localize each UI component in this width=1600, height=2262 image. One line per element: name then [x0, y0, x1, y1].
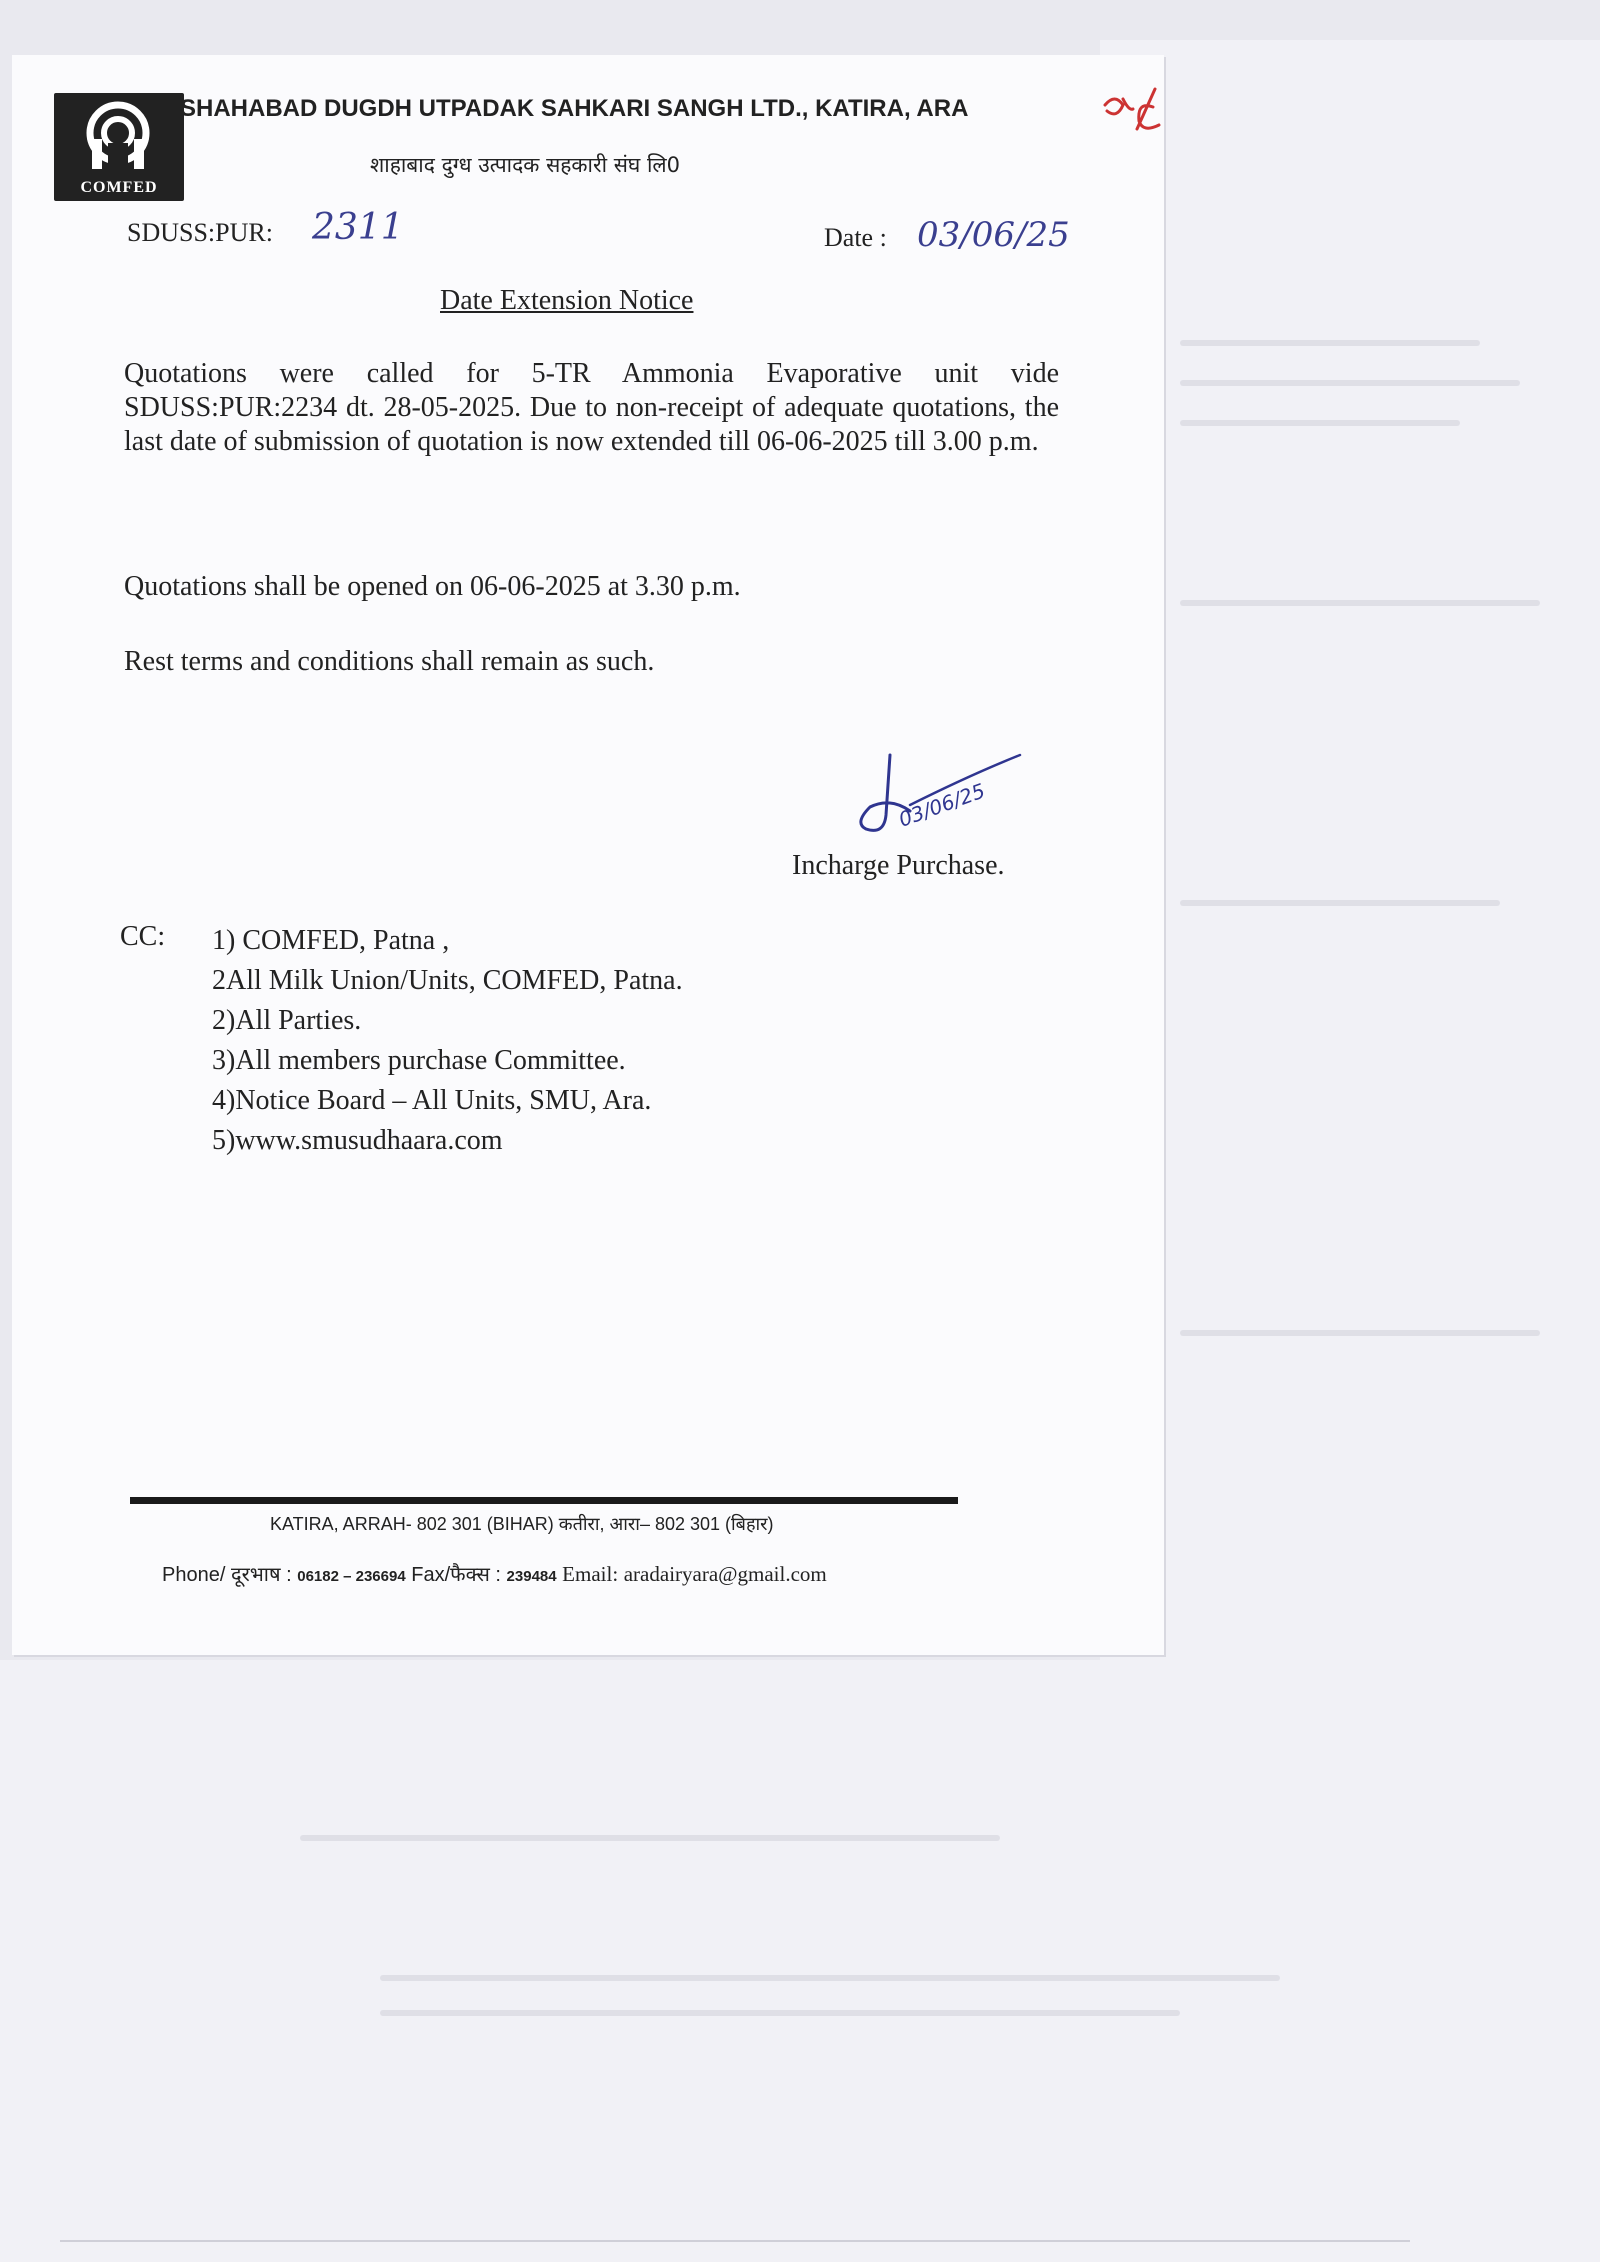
cc-item: 2All Milk Union/Units, COMFED, Patna.	[212, 965, 683, 996]
comfed-emblem-icon	[78, 99, 158, 173]
bleed-mark	[1180, 900, 1500, 906]
reference-label: SDUSS:PUR:	[127, 218, 273, 247]
signature-date: 03/06/25	[895, 778, 989, 832]
cc-label: CC:	[120, 921, 166, 952]
notice-title: Date Extension Notice	[440, 285, 694, 316]
reference-number: 2311	[312, 207, 404, 248]
logo-caption: COMFED	[80, 179, 158, 196]
signatory-title: Incharge Purchase.	[792, 850, 1005, 881]
cc-list	[212, 921, 683, 1161]
bleed-mark	[1180, 380, 1520, 386]
bleed-mark	[380, 1975, 1280, 1981]
bleed-mark	[1180, 420, 1460, 426]
footer-contact	[162, 1560, 827, 1587]
body-paragraph-3: Rest terms and conditions shall remain as such.	[124, 646, 655, 677]
comfed-logo	[54, 93, 184, 201]
email-address: aradairyara@gmail.com	[623, 1562, 827, 1586]
org-name: SHAHABAD DUGDH UTPADAK SAHKARI SANGH LTD., KATIRA, ARA	[180, 95, 969, 122]
fax-number: 239484	[506, 1568, 557, 1585]
email-label: Email:	[562, 1562, 619, 1586]
cc-item: 1) COMFED, Patna ,	[212, 925, 450, 956]
cc-item: 4)Notice Board – All Units, SMU, Ara.	[212, 1085, 652, 1116]
fax-label: Fax/फैक्स :	[411, 1564, 501, 1586]
body-paragraph-2: Quotations shall be opened on 06-06-2025 at 3.30 p.m.	[124, 571, 741, 602]
cc-item: 3)All members purchase Committee.	[212, 1045, 626, 1076]
phone-number: 06182 – 236694	[297, 1568, 406, 1585]
cc-item: 2)All Parties.	[212, 1005, 362, 1036]
bleed-mark	[1180, 600, 1540, 606]
org-name-hindi: शाहाबाद दुग्ध उत्पादक सहकारी संघ लि0	[370, 153, 681, 177]
background-page-bottom	[0, 1660, 1600, 2262]
footer-rule	[130, 1497, 958, 1504]
bleed-mark	[300, 1835, 1000, 1841]
body-paragraph-1: Quotations were called for 5-TR Ammonia Evaporative unit vide SDUSS:PUR:2234 dt. 28-05-2025. Due to non-receipt of adequate quotations, the last date of submission of quotation is now extended till 06-06-2025 till 3.00 p.m.	[124, 358, 1059, 457]
signature-icon	[850, 745, 1030, 855]
letter-sheet	[12, 55, 1164, 1655]
cc-item: 5)www.smusudhaara.com	[212, 1125, 503, 1156]
ac-handwritten-mark	[1097, 85, 1177, 145]
date-value: 03/06/25	[917, 215, 1070, 255]
phone-label: Phone/ दूरभाष :	[162, 1564, 292, 1586]
date-label: Date :	[824, 223, 887, 252]
footer-address: KATIRA, ARRAH- 802 301 (BIHAR) कतीरा, आरा– 802 301 (बिहार)	[270, 1514, 774, 1534]
bleed-mark	[380, 2010, 1180, 2016]
bleed-mark	[1180, 1330, 1540, 1336]
bleed-rule	[60, 2240, 1410, 2242]
bleed-mark	[1180, 340, 1480, 346]
